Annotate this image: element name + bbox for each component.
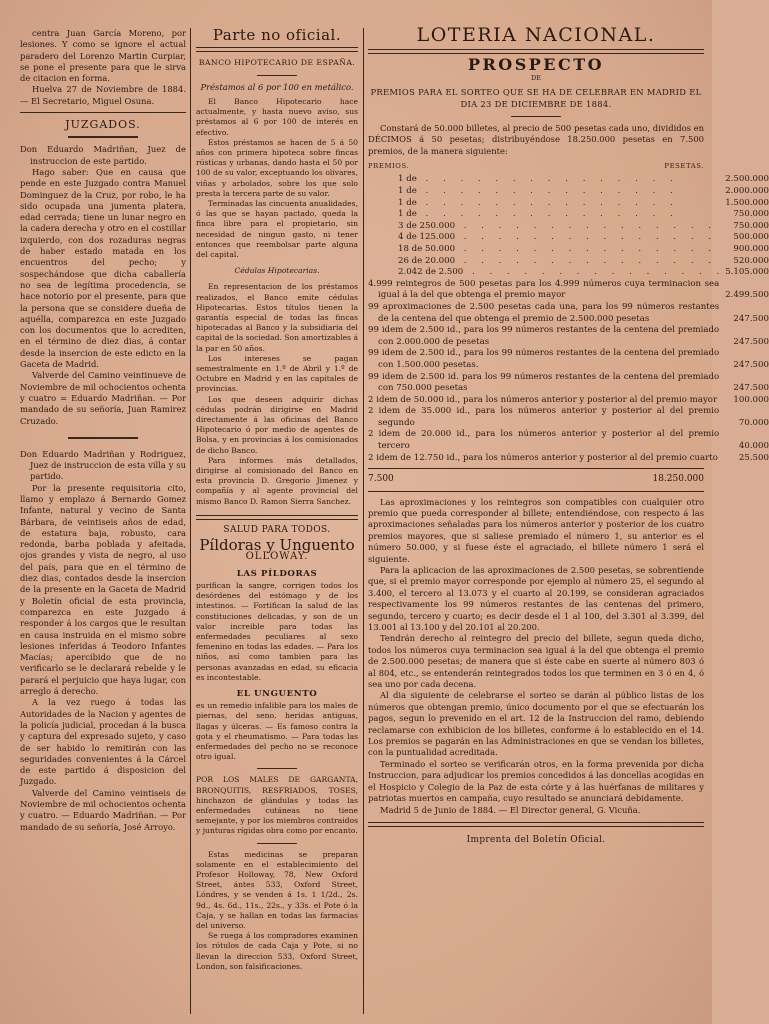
- extra-prize-row: [368, 395, 769, 407]
- prize-label-text: 4 de 125.000: [398, 232, 456, 243]
- extra-prize-row: [368, 302, 769, 325]
- prize-label-text: 1 de: [398, 197, 417, 208]
- bank-subheading: Préstamos al 6 por 100 en metálico.: [200, 81, 354, 92]
- loteria-heading: LOTERIA NACIONAL.: [416, 24, 656, 46]
- salud-heading: SALUD PARA TODOS.: [223, 524, 331, 535]
- prize-label: [368, 186, 725, 198]
- leader-dots: . . . . . . . . . . . . . . .: [416, 209, 679, 220]
- cedulas-p1: En representacion de los préstamos realizados, el Banco emite cédulas Hipotecarias. Estos títulos tienen la garantía especial de todas las fincas hipotecadas al Banco y la subsidiaria del capital de la sociedad. Son amortizables á la par en 50 años.: [196, 282, 358, 353]
- column-divider: [363, 28, 364, 1014]
- prize-row: [368, 174, 769, 186]
- prize-amount: 520.000: [733, 255, 769, 266]
- extra-prize-row: [368, 406, 769, 429]
- edict2-request: A la vez ruego á todas las Autoridades de la Nacion y agentes de la policía judicial, procedan á la busca y captura del expresado sujeto, y caso de ser habido lo remitirán con las seguridades convenientes á la Cárcel de este partido á disposicion del Juzgado.: [20, 697, 186, 787]
- prize-amount: 900.000: [733, 243, 769, 254]
- extra-prize-amount: 247.500: [733, 359, 769, 370]
- divider: [368, 822, 704, 827]
- prize-table: [368, 174, 769, 464]
- prize-amount: 2.000.000: [725, 186, 769, 196]
- extra-prize-text: 2 idem de 35.000 id., para los números anterior y posterior al del premio segundo: [368, 406, 720, 428]
- imprenta-footer: Imprenta del Boletín Oficial.: [466, 834, 606, 845]
- divider: [257, 843, 297, 844]
- top-signoff: Huelva 27 de Noviembre de 1884. — El Secretario, Miguel Osuna.: [20, 84, 186, 106]
- leader-dots: . . . . . . . . . . . . . . .: [463, 267, 726, 278]
- cedulas-p4: Para informes más detallados, dirigirse al comisionado del Banco en esta provincia D. Gregorio Jimenez y compañía y al agente provincial del mismo Banco D. Ramon Sierra Sanchez.: [196, 455, 358, 506]
- bank-text: [196, 97, 358, 507]
- leader-dots: . . . . . . . . . . . . . . .: [455, 243, 718, 254]
- extra-prize-row: [368, 325, 769, 348]
- de-label: DE: [531, 73, 541, 82]
- extra-prize-row: [368, 279, 769, 302]
- prize-label-text: 3 de 250.000: [398, 220, 456, 231]
- leader-dots: . . . . . . . . . . . . . . .: [416, 197, 679, 208]
- edict1-signoff: Valverde del Camino veintinueve de Noviembre de mil ochocientos ochenta y cuatro = Eduardo Madriñan. — Por mandado de su señoría, Juan Ramirez Cruzado.: [20, 370, 186, 426]
- prize-row: [368, 186, 769, 198]
- prize-label-text: 2.042 de 2.500: [398, 267, 464, 278]
- prize-amount: 750.000: [733, 220, 769, 231]
- cedulas-heading: Cédulas Hipotecarias.: [234, 266, 320, 276]
- prize-label: [368, 209, 725, 221]
- bank-p1: El Banco Hipotecario hace actualmente, y hasta nuevo aviso, sus préstamos al 6 por 100 de interés en efectivo.: [196, 96, 358, 137]
- total-amount: 18.250.000: [652, 474, 704, 485]
- divider: [368, 49, 704, 54]
- extra-prize-amount: 247.500: [733, 336, 769, 347]
- premios-column-label: PREMIOS.: [368, 162, 410, 171]
- divider: [257, 768, 297, 769]
- bank-heading: BANCO HIPOTECARIO DE ESPAÑA.: [198, 58, 356, 68]
- loteria-signoff: Madrid 5 de Junio de 1884. — El Director general, G. Vicuña.: [380, 804, 641, 815]
- extra-prize-text: 99 aproximaciones de 2.500 pesetas cada una, para los 99 números restantes de la centena del que obtenga el premio de 2.500.000 pesetas: [368, 301, 720, 324]
- garganta-text: POR LOS MALES DE GARGANTA, BRONQUITIS, RESFRIADOS, TOSES, hinchazon de glándulas y todas las enfermedades cutáneas no tiene semejante, y por los miembros contraidos y junturas rígidas obra como por encanto.: [196, 775, 358, 836]
- extra-prize-text: 99 idem de 2.500 id., para los 99 números restantes de la centena del premiado con 2.000.000 de pesetas: [368, 325, 720, 347]
- divider: [68, 437, 138, 439]
- rules-p3: Tendrán derecho al reintegro del precio del billete, segun queda dicho, todos los números cuya terminacion sea igual á la del que obtenga el premio de 2.500.000 pesetas; de manera que si éste cabe en suerte al número 803 ó al 804, etc., se entenderán reintegrados todos los que terminen en 3 ó en 4, ó sea uno por cada decena.: [368, 633, 704, 690]
- cedulas-p2: Los intereses se pagan semestralmente en 1.º de Abril y 1.º de Octubre en Madrid y en las capitales de provincias.: [196, 353, 358, 394]
- extra-prize-text: 99 idem de 2.500 id. para los 99 números restantes de la centena del premiado con 750.000 pesetas: [368, 371, 720, 394]
- pesetas-column-label: PESETAS.: [664, 162, 704, 171]
- extra-prize-text: 99 idem de 2.500 id., para los 99 números restantes de la centena del premiado con 1.500.000 pesetas.: [368, 348, 720, 370]
- leader-dots: . . . . . . . . . . . . . . .: [455, 232, 718, 243]
- divider: [257, 75, 297, 76]
- pildoras-subheading: LAS PÍLDORAS: [236, 568, 318, 579]
- totals-row: [368, 474, 704, 485]
- rules-text: [368, 497, 704, 816]
- edict2-header: Don Eduardo Madriñan y Rodriguez, Juez de instruccion de esta villa y su partido.: [20, 448, 186, 482]
- edict2-body: Por la presente requisitoria cito, llamo y emplazo á Bernardo Gomez Infante, natural y vecino de Santa Bárbara, de veintiseis años de edad, de estatura baja, robusto, cara redonda, barba poblada y afeitada, ojos grandes y vista de negro, al uso del país, para que en el término de diez dias, contados desde la insercion de la presente en la Gaceta de Madrid y Boletín oficial de esta provincia, comparezca en este Juzgado á responder á los cargos que le resultan en causa instruida en el mismo sobre lesiones inferidas á Teodoro Infantes Macías; apercibido que de no verificarlo se le declarará rebelde y le parará el perjuicio que haya lugar, con arreglo á derecho.: [20, 482, 186, 697]
- warning-text: Se ruega á los compradores examinen los rótulos de cada Caja y Pote, si no llevan la direccion 533, Oxford Street, London, son falsificaciones.: [196, 931, 358, 971]
- prize-label: [368, 221, 725, 233]
- prize-label: [368, 267, 725, 279]
- leader-dots: . . . . . . . . . . . . . . .: [416, 174, 679, 185]
- prize-label: [368, 256, 725, 268]
- column-divider: [190, 28, 191, 1014]
- prize-label: [368, 174, 725, 186]
- rules-p5: Terminado el sorteo se verificarán otros, en la forma prevenida por dicha Instruccion, para adjudicar los premios concedidos á las doncellas acogidas en el Hospicio y Colegio de la Paz de esta córte y á las huérfanas de militares y patriotas muertos en campaña, cuyo resultado se anunciará debidamente.: [368, 758, 704, 804]
- extra-prize-amount: 100.000: [733, 394, 769, 405]
- top-paragraph: centra Juan García Moreno, por lesiones. Y como se ignore el actual paradero del Lorenzo Martin Curpiar, se pone el presente para que le sirva de citacion en forma.: [20, 28, 186, 84]
- divider: [20, 112, 186, 113]
- edict2-signoff: Valverde del Camino veintiseis de Noviembre de mil ochocientos ochenta y cuatro. — Eduardo Madriñan. — Por mandado de su señoría, José Arroyo.: [20, 787, 186, 832]
- extra-prize-text: 2 idem de 20.000 id., para los números anterior y posterior al del premio tercero: [368, 429, 720, 452]
- prize-label-text: 18 de 50.000: [398, 243, 456, 254]
- holloway-text: [196, 569, 358, 972]
- parte-heading: Parte no oficial.: [212, 26, 342, 44]
- edict1-header: Don Eduardo Madriñan, Juez de instruccion de este partido.: [20, 144, 186, 166]
- extra-prize-amount: 2.499.500: [725, 290, 769, 301]
- prize-row: [368, 244, 769, 256]
- prize-label-text: 1 de: [398, 186, 417, 196]
- prize-amount: 5.105.000: [725, 267, 769, 278]
- cedulas-p3: Los que deseen adquirir dichas cédulas podrán dirigirse en Madrid directamente á las oficinas del Banco Hipotecario ó por medio de agentes de Bolsa, y en provincias á los comisionados de dicho Banco.: [196, 394, 358, 455]
- prize-table-header: [368, 161, 704, 172]
- prospecto-heading: PROSPECTO: [467, 55, 605, 75]
- prize-label: [368, 198, 725, 210]
- prize-amount: 1.500.000: [725, 197, 769, 208]
- leader-dots: . . . . . . . . . . . . . . .: [455, 220, 718, 231]
- divider: [368, 468, 704, 469]
- prize-label-text: 26 de 20.000: [398, 255, 456, 266]
- column-middle: [196, 28, 358, 1016]
- extra-prize-amount: 25.500: [738, 452, 769, 463]
- prize-row: [368, 198, 769, 210]
- prize-label-text: 1 de: [398, 174, 417, 185]
- prize-row: [368, 256, 769, 268]
- pildoras-heading: Píldoras y Unguento: [199, 536, 355, 555]
- extra-prize-row: [368, 372, 769, 395]
- prize-row: [368, 209, 769, 221]
- rules-p4: Al dia siguiente de celebrarse el sorteo se darán al público listas de los números que obtengan premio, único documento por el que se efectuarán los pagos, segun lo prevenido en el art. 12 de la Instruccion del ramo, debiendo reclamarse con exhibicion de los billetes, conforme á lo establecido en el 14. Los premios se pagarán en las Administraciones en que se vendan los billetes, con la puntualidad acreditada.: [368, 690, 704, 758]
- pildoras-text: purifican la sangre, corrigen todos los desórdenes del estómago y de los intestinos. — Fortifican la salud de las constituciones delicadas, y son de un valor increible para todas las enfermedades peculiares al sexo femenino en todas las edades. — Para los niños, así como tambien para las personas avanzadas en edad, su eficacia es incontestable.: [196, 580, 358, 682]
- prize-row: [368, 267, 769, 279]
- prize-row: [368, 221, 769, 233]
- prize-amount: 2.500.000: [725, 174, 769, 185]
- prize-amount: 500.000: [733, 232, 769, 243]
- column-left: [20, 28, 186, 1016]
- leader-dots: . . . . . . . . . . . . . . .: [416, 186, 679, 196]
- bank-p3: Terminadas las cincuenta anualidades, ó las que se hayan pactado, queda la finca libre para el propietario, sin necesidad de ningun gasto, ni tener entonces que reembolsar parte alguna del capital.: [196, 198, 358, 259]
- extra-prize-amount: 70.000: [738, 417, 769, 428]
- prize-label: [368, 244, 725, 256]
- prize-row: [368, 232, 769, 244]
- leader-dots: . . . . . . . . . . . . . . .: [455, 255, 718, 266]
- rules-p2: Para la aplicacion de las aproximaciones de 2.500 pesetas, se sobrentiende que, si el premio mayor corresponde por ejemplo al número 25, el segundo al 3.400, el tercero al 13.073 y el cuarto al 20.199, se consideran agraciados respectivamente los 99 números restantes de las centenas del primero, segundo, tercero y cuarto; es decir desde el 1 al 100, del 3.301 al 3.399, del 13.001 al 13.100 y del 20.101 al 20.200.: [368, 564, 704, 633]
- total-count: 7.500: [368, 474, 394, 485]
- prize-amount: 750.000: [733, 209, 769, 220]
- unguento-subheading: EL UNGUENTO: [236, 688, 318, 699]
- preparation-text: Estas medicinas se preparan solamente en el establecimiento del Profesor Holloway, 78, New Oxford Street, ántes 533, Oxford Street, Lóndres, y se venden á 1s. 1 1/2d., 2s. 9d., 4s. 6d., 11s., 22s., y 33s. el Pote ó la Caja, y se hallan en todas las farmacias del universo.: [196, 849, 358, 930]
- divider: [196, 515, 358, 520]
- prospecto-subtitle: PREMIOS PARA EL SORTEO QUE SE HA DE CELEBRAR EN MADRID EL DIA 23 DE DICIEMBRE DE 1884.: [370, 86, 702, 109]
- prize-label-text: 1 de: [398, 209, 417, 220]
- juzgados-heading: JUZGADOS.: [65, 118, 141, 132]
- extra-prize-row: [368, 429, 769, 452]
- rules-p1: Las aproximaciones y los reintegros son compatibles con cualquier otro premio que pueda corresponder al billete; entendiéndose, con respecto á las aproximaciones señaladas para los números anterior y posterior de los cuatro premios mayores, que si saliese premiado el número 1, su anterior es el número 50.000, y si fuese éste el agraciado, el billete número 1 será el siguiente.: [368, 496, 704, 564]
- divider: [196, 47, 358, 52]
- divider: [368, 491, 704, 492]
- extra-prize-text: 2 idem de 50.000 id., para los números anterior y posterior al del premio mayor: [368, 394, 718, 405]
- extra-prize-amount: 40.000: [738, 441, 769, 452]
- extra-prize-text: 2 idem de 12.750 id., para los números anterior y posterior al del premio cuarto: [368, 452, 718, 463]
- divider: [68, 136, 138, 138]
- extra-prize-amount: 247.500: [733, 383, 769, 394]
- intro-paragraph: Constará de 50.000 billetes, al precio de 500 pesetas cada uno, divididos en DÉCIMOS á 50 pesetas; distribuyéndose 18.250.000 pesetas en 7.500 premios, de la manera siguiente:: [368, 122, 704, 156]
- edict1-body: Hago saber: Que en causa que pende en este Juzgado contra Manuel Dominguez de la Cruz, por robo, le ha sido ocupada una jumenta platera, edad cerrada; tiene un lunar negro en la cadera derecha y otro en el costillar izquierdo, con dos rozaduras negras de haber estado matada en los encuentros del pecho; y sospechándose que dicha caballería no sea de legítima procedencia, se hace notorio por el presente, para que la persona que se considere dueña de aquélla, comparezca en este Juzgado con los documentos que lo acrediten, en el término de diez dias, á contar desde la insercion de este edicto en la Gaceta de Madrid.: [20, 166, 186, 370]
- column-right: [368, 24, 769, 1016]
- prize-label: [368, 232, 725, 244]
- divider: [511, 116, 561, 117]
- extra-prize-text: 4.999 reintegros de 500 pesetas para los 4.999 números cuya terminacion sea igual á la del que obtenga el premio mayor: [368, 278, 720, 301]
- extra-prize-amount: 247.500: [733, 313, 769, 324]
- bank-p2: Estos préstamos se hacen de 5 á 50 años con primera hipoteca sobre fincas rústicas y urbanas, dando hasta el 50 por 100 de su valor, exceptuando los olivares, viñas y arbolados, sobre los que solo presta la tercera parte de su valor.: [196, 137, 358, 198]
- holloway-heading: OLLOWAY.: [245, 551, 309, 563]
- extra-prize-row: [368, 348, 769, 371]
- extra-prize-row: [368, 453, 769, 465]
- unguento-text: es un remedio infalible para los males de piernas, del seno, heridas antiguas, llagas y úlceras. — Es famoso contra la gota y el rheumatismo. — Para todas las enfermedades del pecho no se reconoce otro igual.: [196, 701, 358, 762]
